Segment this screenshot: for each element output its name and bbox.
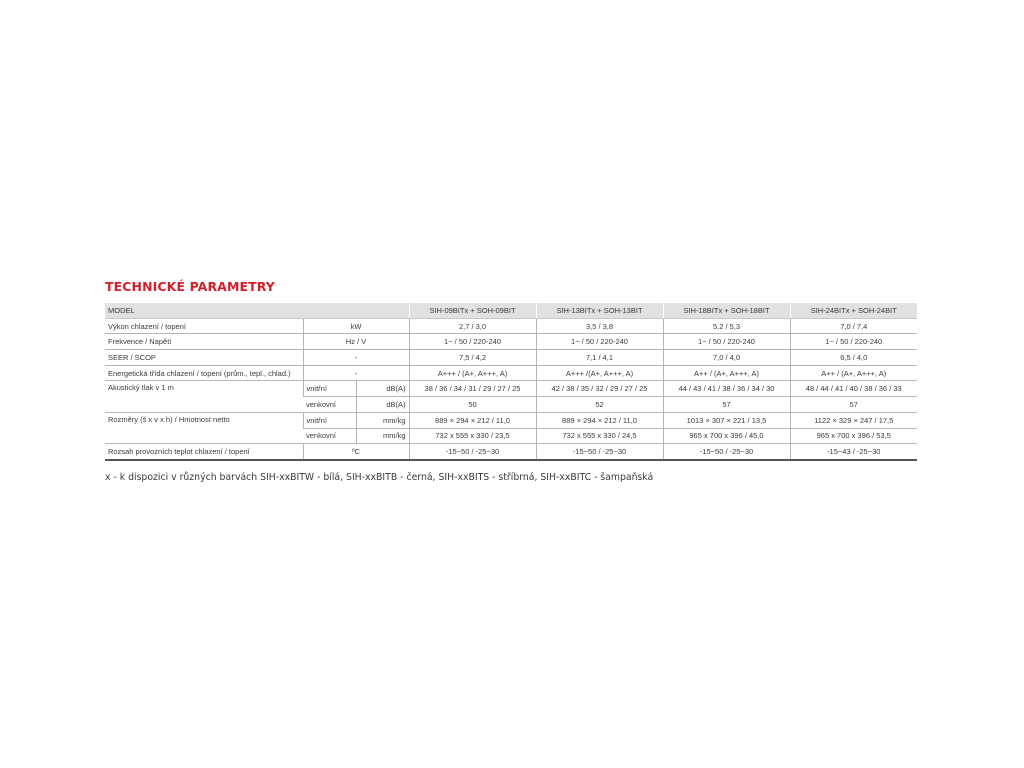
cell-value: A++ / (A+, A+++, A) <box>790 365 917 381</box>
cell-value: 1~ / 50 / 220-240 <box>536 334 663 350</box>
cell-value: 3,5 / 3,8 <box>536 318 663 334</box>
table-row <box>105 412 917 428</box>
row-unit: dB(A) <box>356 381 409 397</box>
row-unit: mm/kg <box>356 428 409 444</box>
model-col-3: SIH-18BITx + SOH-18BIT <box>663 303 790 318</box>
cell-value: 50 <box>409 397 536 413</box>
row-unit: mm/kg <box>356 412 409 428</box>
color-variants-note: x - k dispozici v různých barvách SIH-xxBITW - bílá, SIH-xxBITB - černá, SIH-xxBITS - stříbrná, SIH-xxBITC - šampaňská <box>105 472 654 483</box>
cell-value: 7,5 / 4,2 <box>409 350 536 366</box>
row-label: Rozměry (š x v x h) / Hmotnost netto <box>105 412 303 443</box>
table-row <box>105 318 917 334</box>
row-sublabel: venkovní <box>303 397 356 413</box>
cell-value: -15~50 / -25~30 <box>409 444 536 460</box>
cell-value: 38 / 36 / 34 / 31 / 29 / 27 / 25 <box>409 381 536 397</box>
row-unit: kW <box>303 318 409 334</box>
cell-value: 732 x 555 x 330 / 23,5 <box>409 428 536 444</box>
row-sublabel: vnitřní <box>303 381 356 397</box>
table-row <box>105 350 917 366</box>
cell-value: 7,1 / 4,1 <box>536 350 663 366</box>
row-label: Akustický tlak v 1 m <box>105 381 303 412</box>
row-label: Energetická třída chlazení / topení (prům., tepl., chlad.) <box>105 365 303 381</box>
table-row <box>105 365 917 381</box>
cell-value: 965 x 700 x 396 / 53,5 <box>790 428 917 444</box>
cell-value: 2,7 / 3,0 <box>409 318 536 334</box>
cell-value: 5,2 / 5,3 <box>663 318 790 334</box>
cell-value: A+++ / (A+, A+++, A) <box>409 365 536 381</box>
cell-value: 889 × 294 × 212 / 11,0 <box>409 412 536 428</box>
row-unit: dB(A) <box>356 397 409 413</box>
cell-value: A+++ /(A+, A+++, A) <box>536 365 663 381</box>
row-sublabel: vnitřní <box>303 412 356 428</box>
cell-value: 7,0 / 4,0 <box>663 350 790 366</box>
table-header-row <box>105 303 917 318</box>
row-unit: - <box>303 365 409 381</box>
cell-value: 48 / 44 / 41 / 40 / 38 / 36 / 33 <box>790 381 917 397</box>
model-col-2: SIH-13BITx + SOH-13BIT <box>536 303 663 318</box>
cell-value: 732 x 555 x 330 / 24,5 <box>536 428 663 444</box>
cell-value: 1~ / 50 / 220-240 <box>790 334 917 350</box>
row-label: SEER / SCOP <box>105 350 303 366</box>
cell-value: 57 <box>790 397 917 413</box>
cell-value: -15~50 / -25~30 <box>663 444 790 460</box>
spec-table <box>105 303 917 461</box>
cell-value: 889 × 294 × 212 / 11,0 <box>536 412 663 428</box>
model-header: MODEL <box>105 303 409 318</box>
cell-value: 57 <box>663 397 790 413</box>
cell-value: -15~43 / -25~30 <box>790 444 917 460</box>
cell-value: -15~50 / -25~30 <box>536 444 663 460</box>
cell-value: 1~ / 50 / 220-240 <box>409 334 536 350</box>
section-title: TECHNICKÉ PARAMETRY <box>105 279 275 294</box>
cell-value: 1~ / 50 / 220-240 <box>663 334 790 350</box>
cell-value: A++ / (A+, A+++, A) <box>663 365 790 381</box>
table-row <box>105 444 917 460</box>
cell-value: 42 / 38 / 35 / 32 / 29 / 27 / 25 <box>536 381 663 397</box>
cell-value: 6,5 / 4,0 <box>790 350 917 366</box>
row-unit: ºC <box>303 444 409 460</box>
row-label: Rozsah provozních teplot chlazení / topení <box>105 444 303 460</box>
cell-value: 52 <box>536 397 663 413</box>
cell-value: 965 x 700 x 396 / 45,0 <box>663 428 790 444</box>
row-sublabel: venkovní <box>303 428 356 444</box>
table-row <box>105 334 917 350</box>
cell-value: 1013 × 307 × 221 / 13,5 <box>663 412 790 428</box>
row-unit: - <box>303 350 409 366</box>
cell-value: 7,0 / 7,4 <box>790 318 917 334</box>
model-col-1: SIH-09BITx + SOH-09BIT <box>409 303 536 318</box>
row-label: Frekvence / Napětí <box>105 334 303 350</box>
cell-value: 44 / 43 / 41 / 38 / 36 / 34 / 30 <box>663 381 790 397</box>
row-label: Výkon chlazení / topení <box>105 318 303 334</box>
table-row <box>105 381 917 397</box>
row-unit: Hz / V <box>303 334 409 350</box>
model-col-4: SIH-24BITx + SOH-24BIT <box>790 303 917 318</box>
cell-value: 1122 × 329 × 247 / 17,5 <box>790 412 917 428</box>
